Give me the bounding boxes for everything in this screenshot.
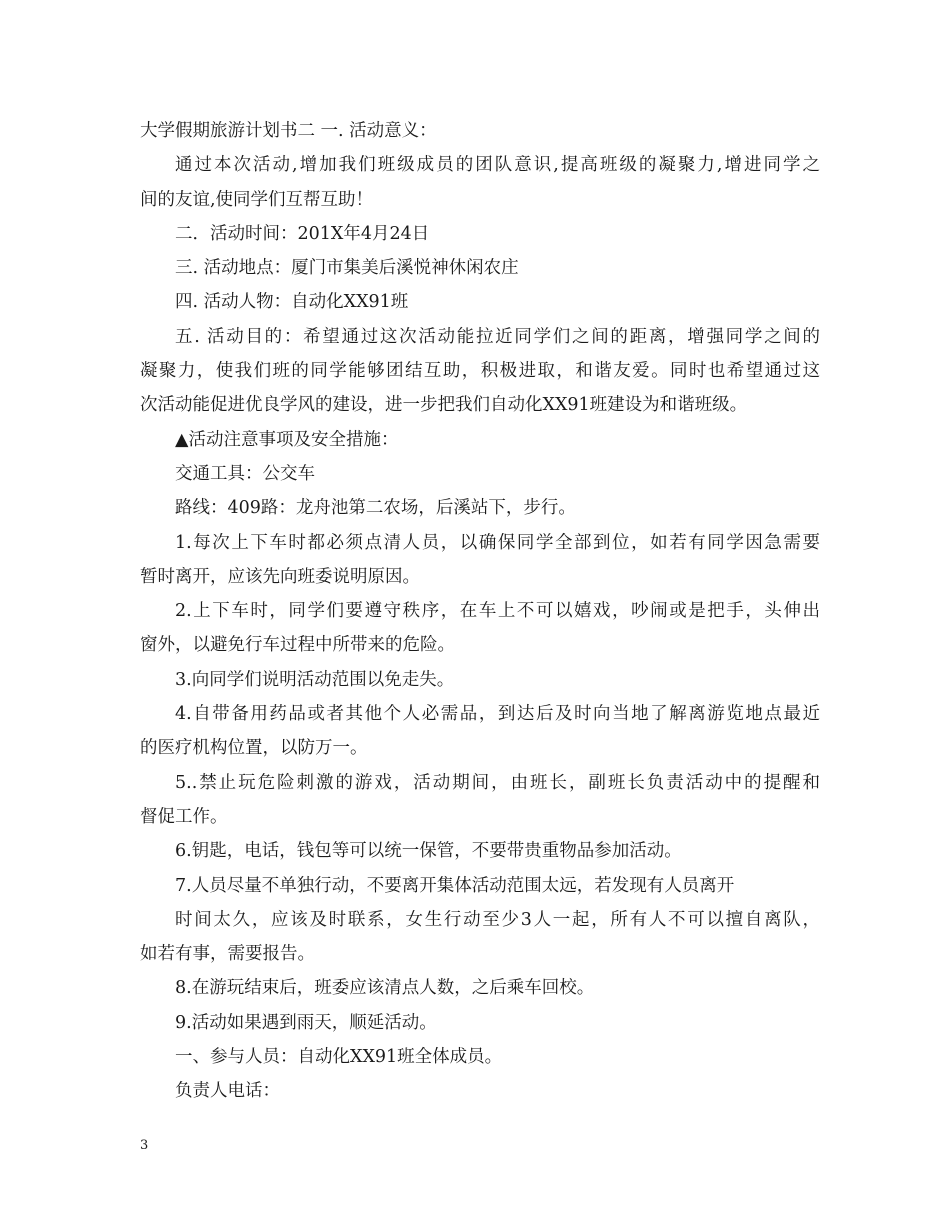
text-line: 窗外，以避免行车过程中所带来的危险。 [140,635,455,656]
text-line: 二．活动时间：201X年4月24日 [175,223,430,244]
text-line: 2.上下车时，同学们要遵守秩序，在车上不可以嬉戏，吵闹或是把手，头伸出 [175,601,820,622]
text-line: 4.自带备用药品或者其他个人必需品，到达后及时向当地了解离游览地点最近 [175,704,820,725]
text-line: 的医疗机构位置，以防万一。 [140,738,368,759]
text-line: ▲活动注意事项及安全措施： [175,429,399,450]
text-line: 负责人电话： [175,1081,280,1102]
text-line: 时间太久，应该及时联系，女生行动至少3人一起，所有人不可以擅自离队， [175,909,820,930]
document-title-line: 大学假期旅游计划书二 一. 活动意义： [140,121,437,141]
text-line: 三. 活动地点：厦门市集美后溪悦神休闲农庄 [175,258,519,279]
document-body [140,114,820,1109]
text-line: 凝聚力，使我们班的同学能够团结互助，积极进取，和谐友爱。同时也希望通过这 [140,361,820,382]
text-line: 1.每次上下车时都必须点清人员，以确保同学全部到位，如若有同学因急需要 [175,532,820,553]
text-line: 督促工作。 [140,806,228,827]
text-line: 间的友谊,使同学们互帮互助！ [140,189,374,210]
text-line: 通过本次活动,增加我们班级成员的团队意识,提高班级的凝聚力,增进同学之 [175,155,820,176]
text-line: 9.活动如果遇到雨天，顺延活动。 [175,1012,437,1033]
text-line: 交通工具：公交车 [175,463,315,484]
text-line: 5..禁止玩危险刺激的游戏，活动期间，由班长，副班长负责活动中的提醒和 [175,772,820,793]
text-line: 次活动能促进优良学风的建设，进一步把我们自动化XX91班建设为和谐班级。 [140,395,748,416]
text-line: 7.人员尽量不单独行动，不要离开集体活动范围太远，若发现有人员离开 [175,875,735,896]
text-line: 暂时离开，应该先向班委说明原因。 [140,566,420,587]
text-line: 路线：409路：龙舟池第二农场，后溪站下，步行。 [175,498,576,519]
text-line: 如若有事，需要报告。 [140,944,315,965]
page-number: 3 [140,1138,149,1153]
text-line: 四. 活动人物：自动化XX91班 [175,292,409,313]
text-line: 6.钥匙，电话，钱包等可以统一保管，不要带贵重物品参加活动。 [175,841,682,862]
text-line: 一、参与人员：自动化XX91班全体成员。 [175,1047,503,1068]
text-line: 五. 活动目的：希望通过这次活动能拉近同学们之间的距离，增强同学之间的 [175,326,820,347]
text-line: 3.向同学们说明活动范围以免走失。 [175,669,455,690]
text-line: 8.在游玩结束后，班委应该清点人数，之后乘车回校。 [175,978,595,999]
